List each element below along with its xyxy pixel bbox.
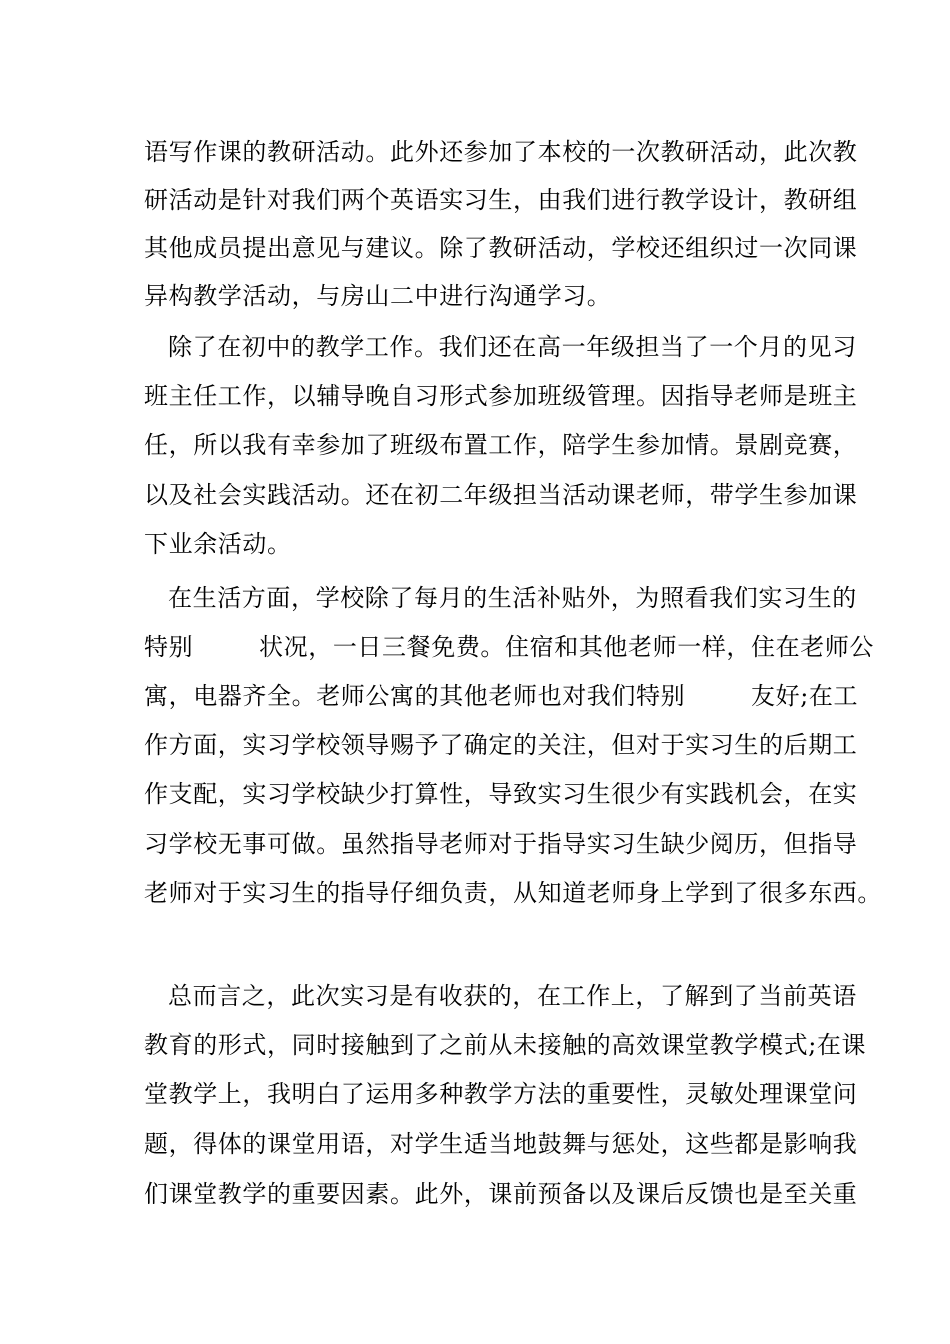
text-line: 任，所以我有幸参加了班级布置工作，陪学生参加情。景剧竞赛， bbox=[144, 431, 858, 459]
text-line: 班主任工作，以辅导晚自习形式参加班级管理。因指导老师是班主 bbox=[144, 382, 858, 410]
text-line: 们课堂教学的重要因素。此外，课前预备以及课后反馈也是至关重 bbox=[144, 1180, 858, 1208]
text-line: 以及社会实践活动。还在初二年级担当活动课老师，带学生参加课 bbox=[144, 481, 858, 509]
text-line: 教育的形式，同时接触到了之前从未接触的高效课堂教学模式;在课 bbox=[144, 1031, 867, 1059]
text-line: 作支配，实习学校缺少打算性，导致实习生很少有实践机会，在实 bbox=[144, 780, 858, 808]
text-line: 在生活方面，学校除了每月的生活补贴外，为照看我们实习生的 bbox=[168, 584, 857, 612]
text-line: 题，得体的课堂用语，对学生适当地鼓舞与惩处，这些都是影响我 bbox=[144, 1130, 858, 1158]
text-line: 习学校无事可做。虽然指导老师对于指导实习生缺少阅历，但指导 bbox=[144, 830, 858, 858]
text-line: 异构教学活动，与房山二中进行沟通学习。 bbox=[144, 282, 612, 310]
text-line: 老师对于实习生的指导仔细负责，从知道老师身上学到了很多东西。 bbox=[144, 879, 882, 907]
text-line: 堂教学上，我明白了运用多种教学方法的重要性，灵敏处理课堂问 bbox=[144, 1080, 858, 1108]
text-line: 研活动是针对我们两个英语实习生，由我们进行教学设计，教研组 bbox=[144, 186, 858, 214]
text-line: 总而言之，此次实习是有收获的，在工作上，了解到了当前英语 bbox=[168, 982, 857, 1010]
text-line: 下业余活动。 bbox=[144, 530, 292, 558]
text-line: 作方面，实习学校领导赐予了确定的关注，但对于实习生的后期工 bbox=[144, 731, 858, 759]
text-line: 其他成员提出意见与建议。除了教研活动，学校还组织过一次同课 bbox=[144, 234, 858, 262]
text-line: 特别 状况，一日三餐免费。住宿和其他老师一样，住在老师公 bbox=[144, 633, 875, 661]
text-line: 语写作课的教研活动。此外还参加了本校的一次教研活动，此次教 bbox=[144, 138, 858, 166]
text-line: 除了在初中的教学工作。我们还在高一年级担当了一个月的见习 bbox=[168, 333, 857, 361]
text-line: 寓，电器齐全。老师公寓的其他老师也对我们特别 友好;在工 bbox=[144, 682, 859, 710]
